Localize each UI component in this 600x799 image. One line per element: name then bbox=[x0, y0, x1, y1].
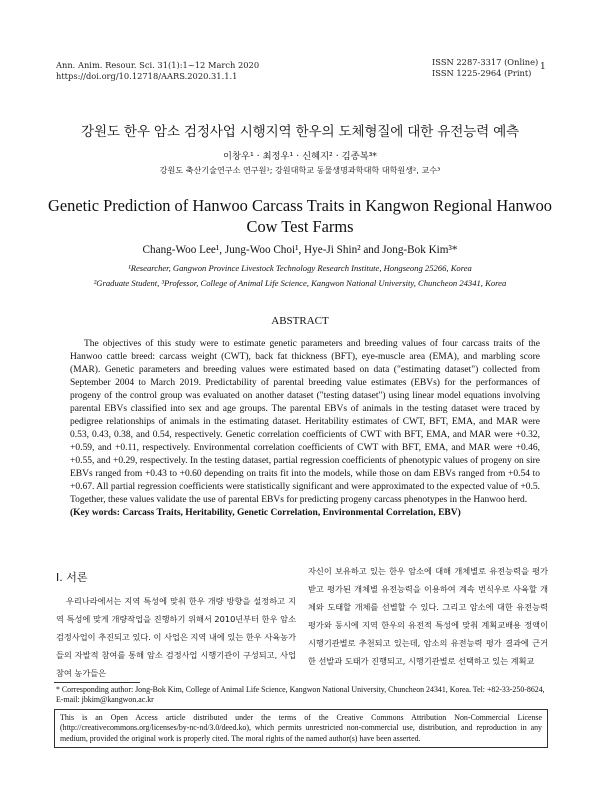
page-number: 1 bbox=[540, 62, 546, 72]
issn-print: ISSN 1225-2964 (Print) bbox=[432, 67, 532, 78]
license-box: This is an Open Access article distributed under the terms of the Creative Commons Attribution Non-Commercial License (http://creativecommons.org/licenses/by-nc-nd/3.0/deed.ko), which permits unrestricted non-commercial use, distribution, and reproduction in any medium, provided the original work is properly cited. The moral rights of the named author(s) have been asserted. bbox=[54, 709, 548, 748]
doi-link[interactable]: https://doi.org/10.12718/AARS.2020.31.1.1 bbox=[56, 70, 238, 81]
issn-block bbox=[432, 57, 538, 78]
issn-online: ISSN 2287-3317 (Online) bbox=[432, 57, 539, 67]
english-affiliation-1: ¹Researcher, Gangwon Province Livestock Technology Research Institute, Hongseong 25266, Korea bbox=[128, 263, 472, 273]
corresponding-author-footnote: * Corresponding author: Jong-Bok Kim, College of Animal Life Science, Kangwon National University, Chuncheon 24341, Korea. Tel: +82-33-250-8624, E-mail: jbkim@kangwon.ac.kr bbox=[56, 685, 545, 705]
korean-title: 강원도 한우 암소 검정사업 시행지역 한우의 도체형질에 대한 유전능력 예측 bbox=[81, 124, 519, 140]
abstract-body bbox=[70, 338, 540, 520]
journal-line: Ann. Anim. Resour. Sci. 31(1):1~12 March 2020 bbox=[56, 60, 260, 70]
english-title-line1: Genetic Prediction of Hanwoo Carcass Traits in Kangwon Regional Hanwoo bbox=[48, 196, 552, 215]
korean-authors: 이창우¹ · 최정우¹ · 신혜지² · 김종복³* bbox=[223, 151, 377, 162]
intro-left-column: 우리나라에서는 지역 특성에 맞춰 한우 개량 방향을 설정하고 지역 특성에 맞게 개량작업을 진행하기 위해서 2010년부터 한우 암소검정사업이 추진되고 있다. 이 사업은 지역 내에 있는 한우 사육농가들의 자발적 참여를 통해 암소 검정사업 시행기관이 구성되고, 사업 참여 농가들은 bbox=[56, 596, 296, 679]
section-heading-introduction: Ⅰ. 서론 bbox=[56, 571, 88, 584]
english-title-line2: Cow Test Farms bbox=[246, 217, 354, 236]
english-affiliation-2: ²Graduate Student, ³Professor, College of Animal Life Science, Kangwon National University, Chuncheon 24341, Korea bbox=[93, 278, 507, 288]
english-authors: Chang-Woo Lee¹, Jung-Woo Choi¹, Hye-Ji Shin² and Jong-Bok Kim³* bbox=[142, 244, 458, 256]
journal-citation bbox=[56, 60, 259, 81]
abstract-heading: ABSTRACT bbox=[271, 315, 329, 327]
abstract-text: The objectives of this study were to estimate genetic parameters and breeding values of four carcass traits of the Hanwoo cattle breed: carcass weight (CWT), back fat thickness (BFT), eye-muscle area (EMA), and marbling score (MAR). Genetic parameters and breeding values were estimated based on data ("estimating dataset") collected from September 2004 to March 2019. Predictability of parental breeding value estimates (EBVs) for the performances of progeny of the control group was evaluated on another dataset ("testing dataset") using linear model equations involving parental EBVs classified into sex and age groups. The parental EBVs of animals in the testing dataset were traced by pedigree relationships of animals in the estimating dataset. Heritability estimates of CWT, BFT, EMA, and MAR were 0.53, 0.43, 0.38, and 0.54, respectively. Genetic correlation coefficients of CWT with BFT, EMA, and MAR were +0.32, +0.59, and +0.11, respectively. Environmental correlation coefficients of CWT with BFT, EMA, and MAR were +0.46, +0.55, and +0.29, respectively. In the testing dataset, partial regression coefficients of phenotypic values of progeny on sire EBVs ranged from +0.43 to +0.60 depending on traits fit into the models, while those on dam EBVs ranged from +0.54 to +0.67. All partial regression coefficients were statistically significant and were approximated to the expected value of +0.5. Together, these values validate the use of parental EBVs for predicting progeny carcass phenotypes in the Hanwoo herd. bbox=[70, 339, 540, 505]
intro-right-column: 자신이 보유하고 있는 한우 암소에 대해 개체별로 유전능력을 평가받고 평가된 개체별 유전능력을 이용하여 계속 번식우로 사육할 개체와 도태할 개체를 선별할 수 있다. 그리고 암소에 대한 유전능력 평가와 동시에 지역 한우의 유전적 특성에 맞춰 계획교배용 정액이 시행기관별로 추천되고 있는데, 암소의 유전능력 평가 결과에 근거한 선발과 도태가 진행되고, 시행기관별로 선택하고 있는 계획교 bbox=[308, 566, 548, 667]
footnote-divider bbox=[54, 682, 140, 683]
korean-affiliation: 강원도 축산기술연구소 연구원¹; 강원대학교 동물생명과학대학 대학원생², 교수³ bbox=[159, 165, 441, 175]
english-title bbox=[40, 195, 560, 237]
keywords: (Key words: Carcass Traits, Heritability, Genetic Correlation, Environmental Correlation, EBV) bbox=[70, 508, 461, 518]
